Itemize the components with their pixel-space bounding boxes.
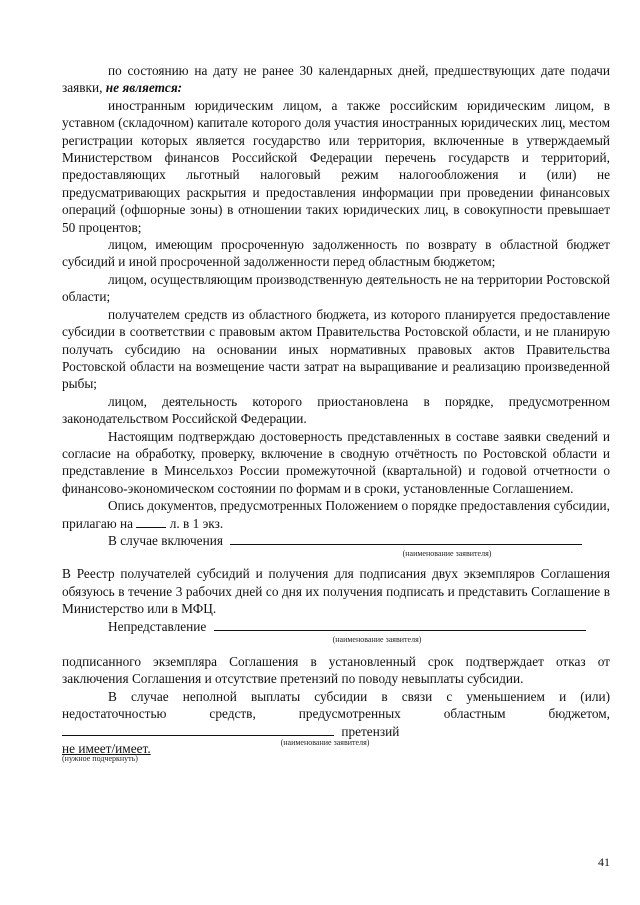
inventory-text: Опись документов, предусмотренных Положением о порядке предоставления субсидии, прилагаю на [62,498,610,531]
list-item-other-funds: получателем средств из областного бюджета, из которого планируется предоставление субсидии в соответствии с правовым актом Правительства Ростовской области, и не планирую получать субсидию на основании иных нормативных правовых актов Правительства Ростовской области на возмещение части затрат на выращивание и реализацию произведенной рыбы; [62,306,610,392]
sheet-count-blank [136,515,166,528]
paragraph-partial-payment: В случае неполной выплаты субсидии в связи с уменьшением и (или) недостаточностью средств, предусмотренных областным бюджетом, [62,688,610,722]
list-item-suspended: лицом, деятельность которого приостановлена в порядке, предусмотренном законодательством Российской Федерации. [62,393,610,427]
nonsubmission-label: Непредставление [108,618,207,634]
paragraph-intro [62,62,610,97]
has-not-text: не имеет/имеет. [62,740,151,756]
nonsubmission-row [62,618,610,635]
has-not-row [62,737,610,756]
underline-note: (нужное подчеркнуть) [62,753,138,763]
intro-text: по состоянию на дату не ранее 30 календарных дней, предшествующих дате подачи заявки, [62,63,610,96]
caption-row-2 [62,635,610,645]
applicant-caption-2: (наименование заявителя) [332,634,422,644]
applicant-name-field-2 [214,618,586,631]
paragraph-confirmation: Настоящим подтверждаю достоверность представленных в составе заявки сведений и согласие на обработку, проверку, включение в сводную отчётность по Ростовской области и представление в Минсельхоз России промежуточной (квартальной) и годовой отчетности о финансово-экономическом состоянии по формам и в сроки, установленные Соглашением. [62,428,610,496]
claims-text: претензий [341,723,400,739]
applicant-name-field-3 [62,723,334,736]
intro-bold-text: не является: [102,80,183,96]
paragraph-registry: В Реестр получателей субсидий и получения для подписания двух экземпляров Соглашения обязуюсь в течение 3 рабочих дней со дня их получения подписать и представить Соглашение в Министерство или в МФЦ. [62,566,610,617]
document-body [62,62,610,764]
applicant-caption-3: (наименование заявителя) [280,737,370,747]
inclusion-row [62,532,610,549]
underline-note-row [62,754,610,764]
applicant-caption-1: (наименование заявителя) [402,549,492,559]
paragraph-refusal: подписанного экземпляра Соглашения в установленный срок подтверждает отказ от заключения Соглашения и отсутствие претензий по поводу невыплаты субсидии. [62,653,610,687]
applicant-name-field-1 [230,532,582,545]
list-item-territory: лицом, осуществляющим производственную деятельность не на территории Ростовской области; [62,271,610,305]
inclusion-label: В случае включения [108,532,223,548]
paragraph-inventory [62,497,610,532]
inventory-copies-text: л. в 1 экз. [169,515,224,531]
page-number: 41 [598,855,610,869]
list-item-overdue-debt: лицом, имеющим просроченную задолженность по возврату в областной бюджет субсидий и иной просроченной задолженности перед областным бюджетом; [62,237,610,270]
caption-row-1 [62,549,610,559]
list-item-foreign-entity: иностранным юридическим лицом, а также российским юридическим лицом, в уставном (складочном) капитале которого доля участия иностранных юридических лиц, местом регистрации которых является государство или территория, включенные в утверждаемый Министерством финансов Российской Федерации перечень государств и территорий, предоставляющих льготный налоговый режим налогообложения и (или) не предусматривающих раскрытия и предоставления информации при проведении финансовых операций (офшорные зоны) в отношении таких юридических лиц, в совокупности превышает 50 процентов; [62,97,610,235]
